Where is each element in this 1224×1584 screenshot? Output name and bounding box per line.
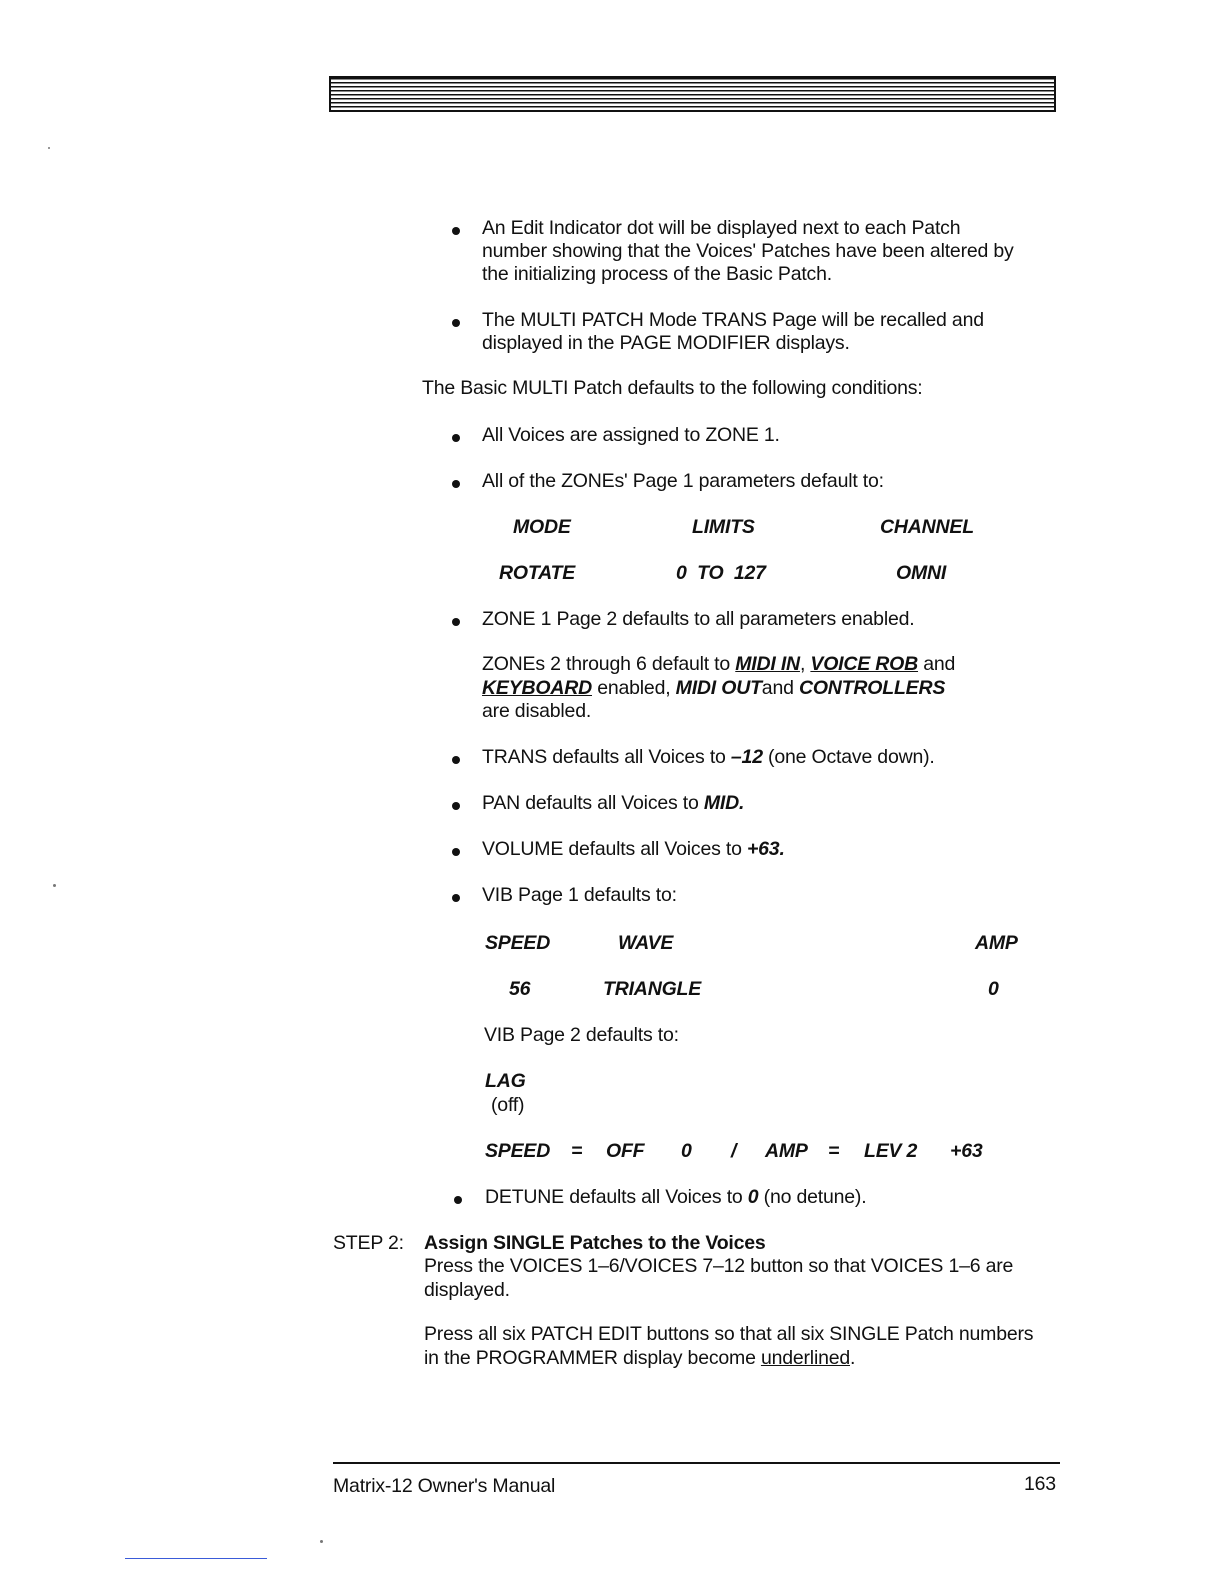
scan-speck — [53, 884, 56, 887]
speed-row-equals-2: = — [828, 1140, 840, 1162]
zone-header-limits: LIMITS — [692, 516, 755, 538]
step2-paragraph-2: Press all six PATCH EDIT buttons so that all six SINGLE Patch numbers in the PROGRAMMER display become underlined. — [424, 1323, 1034, 1369]
bullet-dot — [452, 480, 460, 488]
speed-row-equals: = — [571, 1140, 583, 1162]
zones-2-6-paragraph: ZONEs 2 through 6 default to MIDI IN, VOICE ROB and KEYBOARD enabled, MIDI OUTand CONTROLLERS are disabled. — [482, 653, 956, 722]
controllers-term: CONTROLLERS — [798, 676, 946, 699]
zone-header-mode: MODE — [513, 516, 571, 538]
bottom-link-line — [125, 1558, 267, 1559]
step2-paragraph-1: Press the VOICES 1–6/VOICES 7–12 button so that VOICES 1–6 are displayed. — [424, 1255, 1014, 1301]
speed-row-zero: 0 — [681, 1140, 692, 1162]
bullet-dot — [452, 756, 460, 764]
volume-text: VOLUME defaults all Voices to +63. — [482, 838, 785, 860]
vib-header-wave: WAVE — [618, 932, 674, 954]
header-rule-bar — [329, 76, 1056, 112]
zone-header-channel: CHANNEL — [880, 516, 974, 538]
lag-label: LAG — [485, 1070, 526, 1092]
scan-speck — [320, 1540, 323, 1543]
scan-speck — [48, 147, 50, 149]
vib-value-speed: 56 — [509, 978, 531, 1000]
speed-row-speed: SPEED — [485, 1140, 551, 1162]
bullet-edit-indicator: An Edit Indicator dot will be displayed next to each Patch number showing that the Voices' Patches have been altered by the initializing process of the Basic Patch. — [482, 217, 1014, 285]
midi-out-term: MIDI OUT — [675, 676, 762, 699]
speed-row-off: OFF — [606, 1140, 645, 1162]
voice-rob-term: VOICE ROB — [810, 653, 919, 675]
zone-value-channel: OMNI — [896, 562, 947, 584]
vib-page2-text: VIB Page 2 defaults to: — [484, 1024, 679, 1046]
intro-paragraph: The Basic MULTI Patch defaults to the following conditions: — [422, 377, 923, 399]
vib-value-wave: TRIANGLE — [603, 978, 702, 1000]
footer-title: Matrix-12 Owner's Manual — [333, 1475, 556, 1497]
vib-value-amp: 0 — [988, 978, 999, 1000]
page-number: 163 — [1024, 1473, 1056, 1495]
vib-header-speed: SPEED — [485, 932, 551, 954]
bullet-dot — [452, 894, 460, 902]
keyboard-term: KEYBOARD — [482, 676, 592, 699]
zone-page1-text: All of the ZONEs' Page 1 parameters default to: — [482, 470, 884, 492]
bullet-dot — [452, 802, 460, 810]
lag-value: (off) — [491, 1094, 525, 1116]
underlined-term: underlined — [760, 1347, 851, 1369]
zone1-page2-text: ZONE 1 Page 2 defaults to all parameters enabled. — [482, 608, 915, 630]
speed-row-lev2: LEV 2 — [864, 1140, 918, 1162]
speed-row-amp: AMP — [765, 1140, 808, 1162]
bullet-dot — [452, 319, 460, 327]
zone-value-mode: ROTATE — [499, 562, 576, 584]
step2-label: STEP 2: — [333, 1232, 404, 1254]
midi-in-term: MIDI IN — [735, 653, 800, 675]
step2-title: Assign SINGLE Patches to the Voices — [424, 1232, 766, 1254]
voices-zone-text: All Voices are assigned to ZONE 1. — [482, 424, 780, 446]
vib-header-amp: AMP — [975, 932, 1018, 954]
footer-rule — [333, 1462, 1060, 1464]
bullet-dot — [452, 434, 460, 442]
pan-text: PAN defaults all Voices to MID. — [482, 792, 745, 814]
speed-row-plus63: +63 — [950, 1140, 983, 1162]
bullet-dot — [452, 618, 460, 626]
detune-text: DETUNE defaults all Voices to 0 (no detune). — [485, 1186, 867, 1208]
speed-row-slash: / — [731, 1140, 737, 1162]
bullet-dot — [454, 1196, 462, 1204]
bullet-dot — [452, 848, 460, 856]
bullet-trans-page: The MULTI PATCH Mode TRANS Page will be recalled and displayed in the PAGE MODIFIER displays. — [482, 309, 984, 354]
zone-value-limits: 0 TO 127 — [676, 562, 766, 584]
bullet-dot — [452, 227, 460, 235]
trans-text: TRANS defaults all Voices to –12 (one Octave down). — [482, 746, 935, 768]
vib-page1-text: VIB Page 1 defaults to: — [482, 884, 677, 906]
